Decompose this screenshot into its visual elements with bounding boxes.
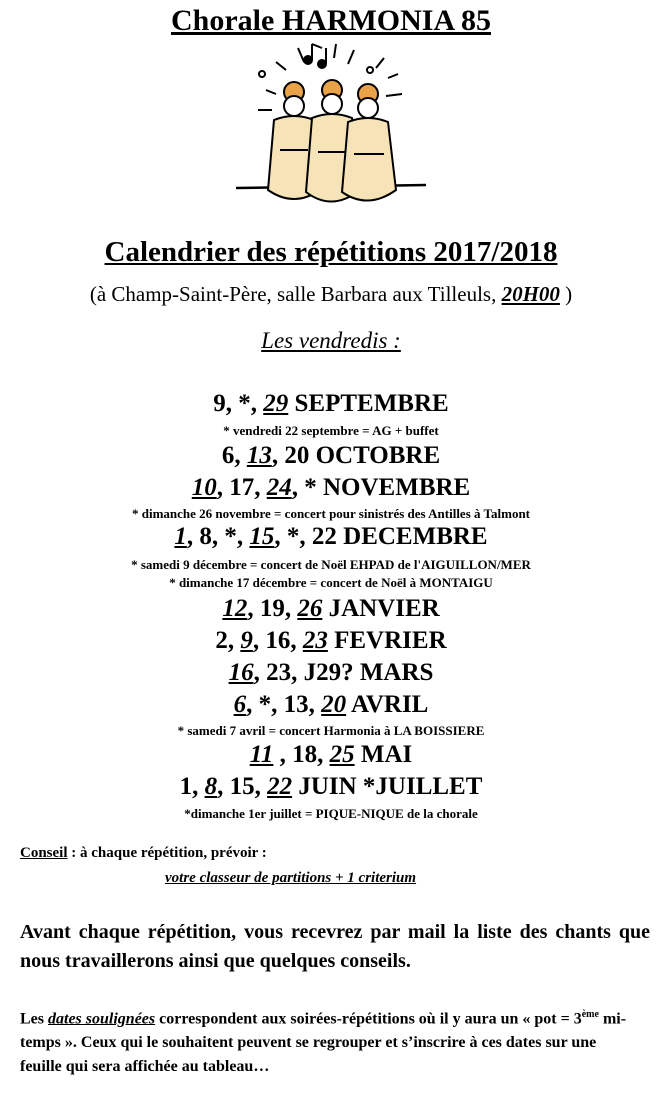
- email-notice: Avant chaque répétition, vous recevrez par mail la liste des chants que nous travaillerons ainsi que quelques conseils.: [20, 921, 650, 972]
- month-june-july: 1, 8, 15, 22 JUIN *JUILLET: [179, 773, 483, 800]
- note-december-2: * dimanche 17 décembre = concert de Noël à MONTAIGU: [169, 575, 493, 590]
- month-january: 12, 19, 26 JANVIER: [222, 595, 440, 622]
- location-line: (à Champ-Saint-Père, salle Barbara aux Tilleuls, 20H00 ): [89, 282, 573, 306]
- month-october: 6, 13, 20 OCTOBRE: [221, 442, 441, 469]
- note-july: *dimanche 1er juillet = PIQUE-NIQUE de la chorale: [184, 806, 478, 821]
- month-february: 2, 9, 16, 23 FEVRIER: [215, 627, 447, 654]
- note-april: * samedi 7 avril = concert Harmonia à LA BOISSIERE: [177, 723, 485, 738]
- advice-supplies: votre classeur de partitions + 1 criterium: [165, 870, 417, 886]
- note-september: * vendredi 22 septembre = AG + buffet: [223, 423, 439, 438]
- footnote: Les dates soulignées correspondent aux soirées-répétitions où il y aura un « pot = 3ème mi-temps ». Ceux qui le souhaitent peuvent se regrouper et s’inscrire à ces dates sur une feuille qui sera affichée au tableau…: [20, 1009, 627, 1076]
- month-december: 1, 8, *, 15, *, 22 DECEMBRE: [174, 523, 488, 550]
- month-april: 6, *, 13, 20 AVRIL: [233, 691, 429, 718]
- note-november: * dimanche 26 novembre = concert pour sinistrés des Antilles à Talmont: [131, 506, 531, 521]
- month-november: 10, 17, 24, * NOVEMBRE: [191, 474, 471, 501]
- note-december-1: * samedi 9 décembre = concert de Noël EHPAD de l'AIGUILLON/MER: [131, 557, 531, 572]
- choir-singers-illustration: [236, 40, 426, 225]
- fridays-label: Les vendredis :: [261, 328, 401, 353]
- month-march: 16, 23, J29? MARS: [228, 659, 434, 686]
- page-title: Chorale HARMONIA 85: [171, 4, 491, 37]
- calendar-title: Calendrier des répétitions 2017/2018: [104, 236, 558, 268]
- advice-line: Conseil : à chaque répétition, prévoir :: [20, 845, 267, 861]
- month-may: 11 , 18, 25 MAI: [249, 741, 413, 768]
- month-september: 9, *, 29 SEPTEMBRE: [213, 390, 449, 417]
